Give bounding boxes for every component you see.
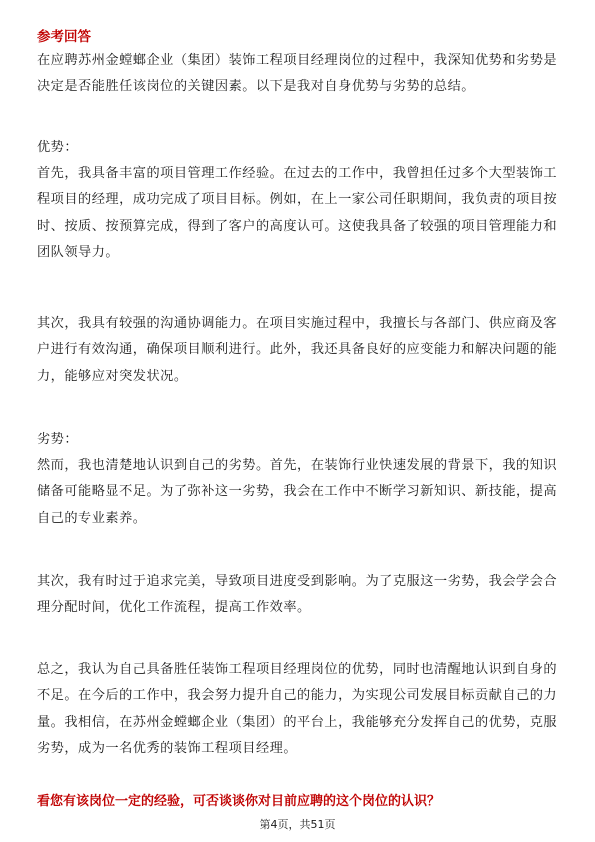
next-question: 看您有该岗位一定的经验，可否谈谈你对目前应聘的这个岗位的认识？ — [37, 794, 441, 809]
weakness-paragraph-2: 其次，我有时过于追求完美，导致项目进度受到影响。为了克服这一劣势，我会学会合理分配时间，优化工作流程，提高工作效率。 — [37, 574, 558, 616]
intro-paragraph: 在应聘苏州金螳螂企业（集团）装饰工程项目经理岗位的过程中，我深知优势和劣势是决定是否能胜任该岗位的关键因素。以下是我对自身优势与劣势的总结。 — [37, 53, 558, 95]
page-number-footer: 第4页，共51页 — [259, 818, 336, 831]
reference-answer-heading: 参考回答 — [37, 29, 91, 45]
conclusion-paragraph: 总之，我认为自己具备胜任装饰工程项目经理岗位的优势，同时也清醒地认识到自身的不足。在今后的工作中，我会努力提升自己的能力，为实现公司发展目标贡献自己的力量。我相信，在苏州金螳螂企业（集团）的平台上，我能够充分发挥自己的优势，克服劣势，成为一名优秀的装饰工程项目经理。 — [37, 662, 558, 757]
weaknesses-label: 劣势： — [37, 432, 79, 447]
strength-paragraph-1: 首先，我具备丰富的项目管理工作经验。在过去的工作中，我曾担任过多个大型装饰工程项目的经理，成功完成了项目目标。例如，在上一家公司任职期间，我负责的项目按时、按质、按预算完成，得到了客户的高度认可。这使我具备了较强的项目管理能力和团队领导力。 — [37, 166, 558, 261]
strength-paragraph-2: 其次，我具有较强的沟通协调能力。在项目实施过程中，我擅长与各部门、供应商及客户进行有效沟通，确保项目顺利进行。此外，我还具备良好的应变能力和解决问题的能力，能够应对突发状况。 — [37, 316, 558, 384]
strengths-label: 优势： — [37, 140, 79, 155]
weakness-paragraph-1: 然而，我也清楚地认识到自己的劣势。首先，在装饰行业快速发展的背景下，我的知识储备可能略显不足。为了弥补这一劣势，我会在工作中不断学习新知识、新技能，提高自己的专业素养。 — [37, 458, 558, 526]
